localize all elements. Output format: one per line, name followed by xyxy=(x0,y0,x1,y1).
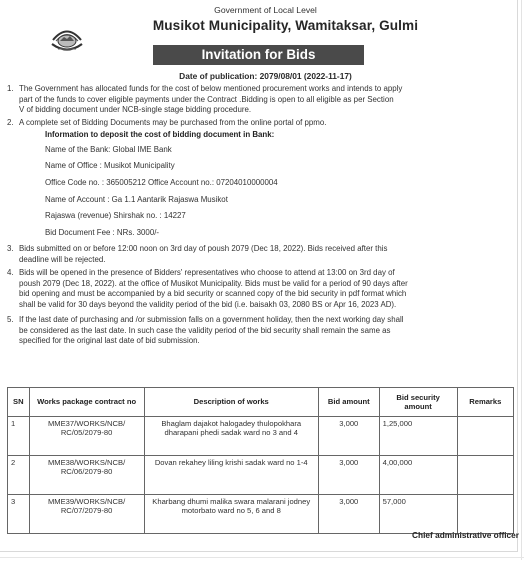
paragraph-line: bid opening and must be accompanied by a bid security or scanned copy of the bid security in pdf format which xyxy=(19,289,407,299)
office-name: Name of Office : Musikot Municipality xyxy=(45,161,175,170)
column-header-description: Description of works xyxy=(144,388,318,417)
government-label: Government of Local Level xyxy=(214,5,317,15)
signoff-title: Chief administrative officer xyxy=(412,530,519,540)
cell-contract: MME39/WORKS/NCB/ RC/07/2079-80 xyxy=(29,495,144,534)
account-name: Name of Account : Ga 1.1 Aantarik Rajaswa Musikot xyxy=(45,195,228,204)
paragraph-line: specified for the original last date of bid submission. xyxy=(19,336,200,346)
cell-description: Kharbang dhumi malika swara malarani jodney motorbato ward no 5, 6 and 8 xyxy=(144,495,318,534)
bids-table xyxy=(7,387,514,534)
paragraph-line: A complete set of Bidding Documents may be purchased from the online portal of ppmo. xyxy=(19,118,327,127)
paragraph-number: 1. xyxy=(7,84,14,93)
table-row xyxy=(8,456,514,495)
cell-bid-amount: 3,000 xyxy=(318,456,379,495)
table-row xyxy=(8,417,514,456)
paragraph-number: 3. xyxy=(7,244,14,253)
paragraph-line: If the last date of purchasing and /or submission falls on a government holiday, then the next working day shall xyxy=(19,315,404,324)
publication-date: Date of publication: 2079/08/01 (2022-11-17) xyxy=(179,71,352,81)
cell-contract: MME38/WORKS/NCB/ RC/06/2079-80 xyxy=(29,456,144,495)
cell-bid-security: 57,000 xyxy=(379,495,457,534)
column-header-bid-security: Bid security amount xyxy=(379,388,457,417)
cell-remarks xyxy=(457,495,513,534)
paragraph-line: The Government has allocated funds for the cost of below mentioned procurement works and intends to apply xyxy=(19,84,403,93)
paragraph-2 xyxy=(19,118,514,129)
cell-remarks xyxy=(457,456,513,495)
cell-sn: 2 xyxy=(8,456,30,495)
cell-sn: 3 xyxy=(8,495,30,534)
municipality-title: Musikot Municipality, Wamitaksar, Gulmi xyxy=(152,18,419,33)
cell-bid-amount: 3,000 xyxy=(318,495,379,534)
paragraph-1 xyxy=(19,84,514,116)
table-header-row xyxy=(8,388,514,417)
column-header-bid-amount: Bid amount xyxy=(318,388,379,417)
bank-name: Name of the Bank: Global IME Bank xyxy=(45,145,172,154)
cell-sn: 1 xyxy=(8,417,30,456)
page-edge-divider xyxy=(521,0,522,560)
column-header-contract: Works package contract no xyxy=(29,388,144,417)
bid-document-fee: Bid Document Fee : NRs. 3000/- xyxy=(45,228,160,237)
paragraph-number: 2. xyxy=(7,118,14,127)
paragraph-number: 4. xyxy=(7,268,14,277)
cell-bid-security: 1,25,000 xyxy=(379,417,457,456)
paragraph-line: shall be valid for 30 days beyond the validity period of the bid (i.e. baisakh 03, 2080 BS or Apr 16, 2023 AD). xyxy=(19,299,397,309)
paragraph-5 xyxy=(19,315,514,347)
paragraph-line: deadline will be rejected. xyxy=(19,254,106,264)
page-bottom-divider xyxy=(0,557,524,558)
paragraph-line: Bids will be opened in the presence of Bidders' representatives who choose to attend at 13:00 on 3rd day of xyxy=(19,268,395,277)
paragraph-line: part of the funds to cover eligible payments under the Contract .Bidding is open to all eligible as per Section xyxy=(19,94,394,104)
paragraph-line: poush 2079 (Dec 18, 2022). at the office of Musikot Municipality. Bids must be valid for a period of 90 days after xyxy=(19,278,408,288)
paragraph-line: be considered as the last date. In such case the validity period of the bid security shall remain the same as xyxy=(19,325,391,335)
paragraph-number: 5. xyxy=(7,315,14,324)
paragraph-4 xyxy=(19,268,514,310)
cell-bid-security: 4,00,000 xyxy=(379,456,457,495)
cell-description: Bhaglam dajakot halogadey thulopokhara dharapani phedi sadak ward no 3 and 4 xyxy=(144,417,318,456)
revenue-code: Rajaswa (revenue) Shirshak no. : 14227 xyxy=(45,211,186,220)
cell-description: Dovan rekahey liling krishi sadak ward no 1-4 xyxy=(144,456,318,495)
office-code: Office Code no. : 365005212 Office Account no.: 07204010000004 xyxy=(45,178,278,187)
bank-info-heading: Information to deposit the cost of bidding document in Bank: xyxy=(45,130,275,139)
column-header-sn: SN xyxy=(8,388,30,417)
invitation-banner: Invitation for Bids xyxy=(153,45,364,65)
cell-contract: MME37/WORKS/NCB/ RC/05/2079-80 xyxy=(29,417,144,456)
paragraph-line: Bids submitted on or before 12:00 noon on 3rd day of poush 2079 (Dec 18, 2022). Bids received after this xyxy=(19,244,388,253)
paragraph-3 xyxy=(19,244,514,265)
column-header-remarks: Remarks xyxy=(457,388,513,417)
paragraph-line: V of bidding document under NCB-single stage bidding procedure. xyxy=(19,105,252,115)
cell-remarks xyxy=(457,417,513,456)
table-row xyxy=(8,495,514,534)
cell-bid-amount: 3,000 xyxy=(318,417,379,456)
